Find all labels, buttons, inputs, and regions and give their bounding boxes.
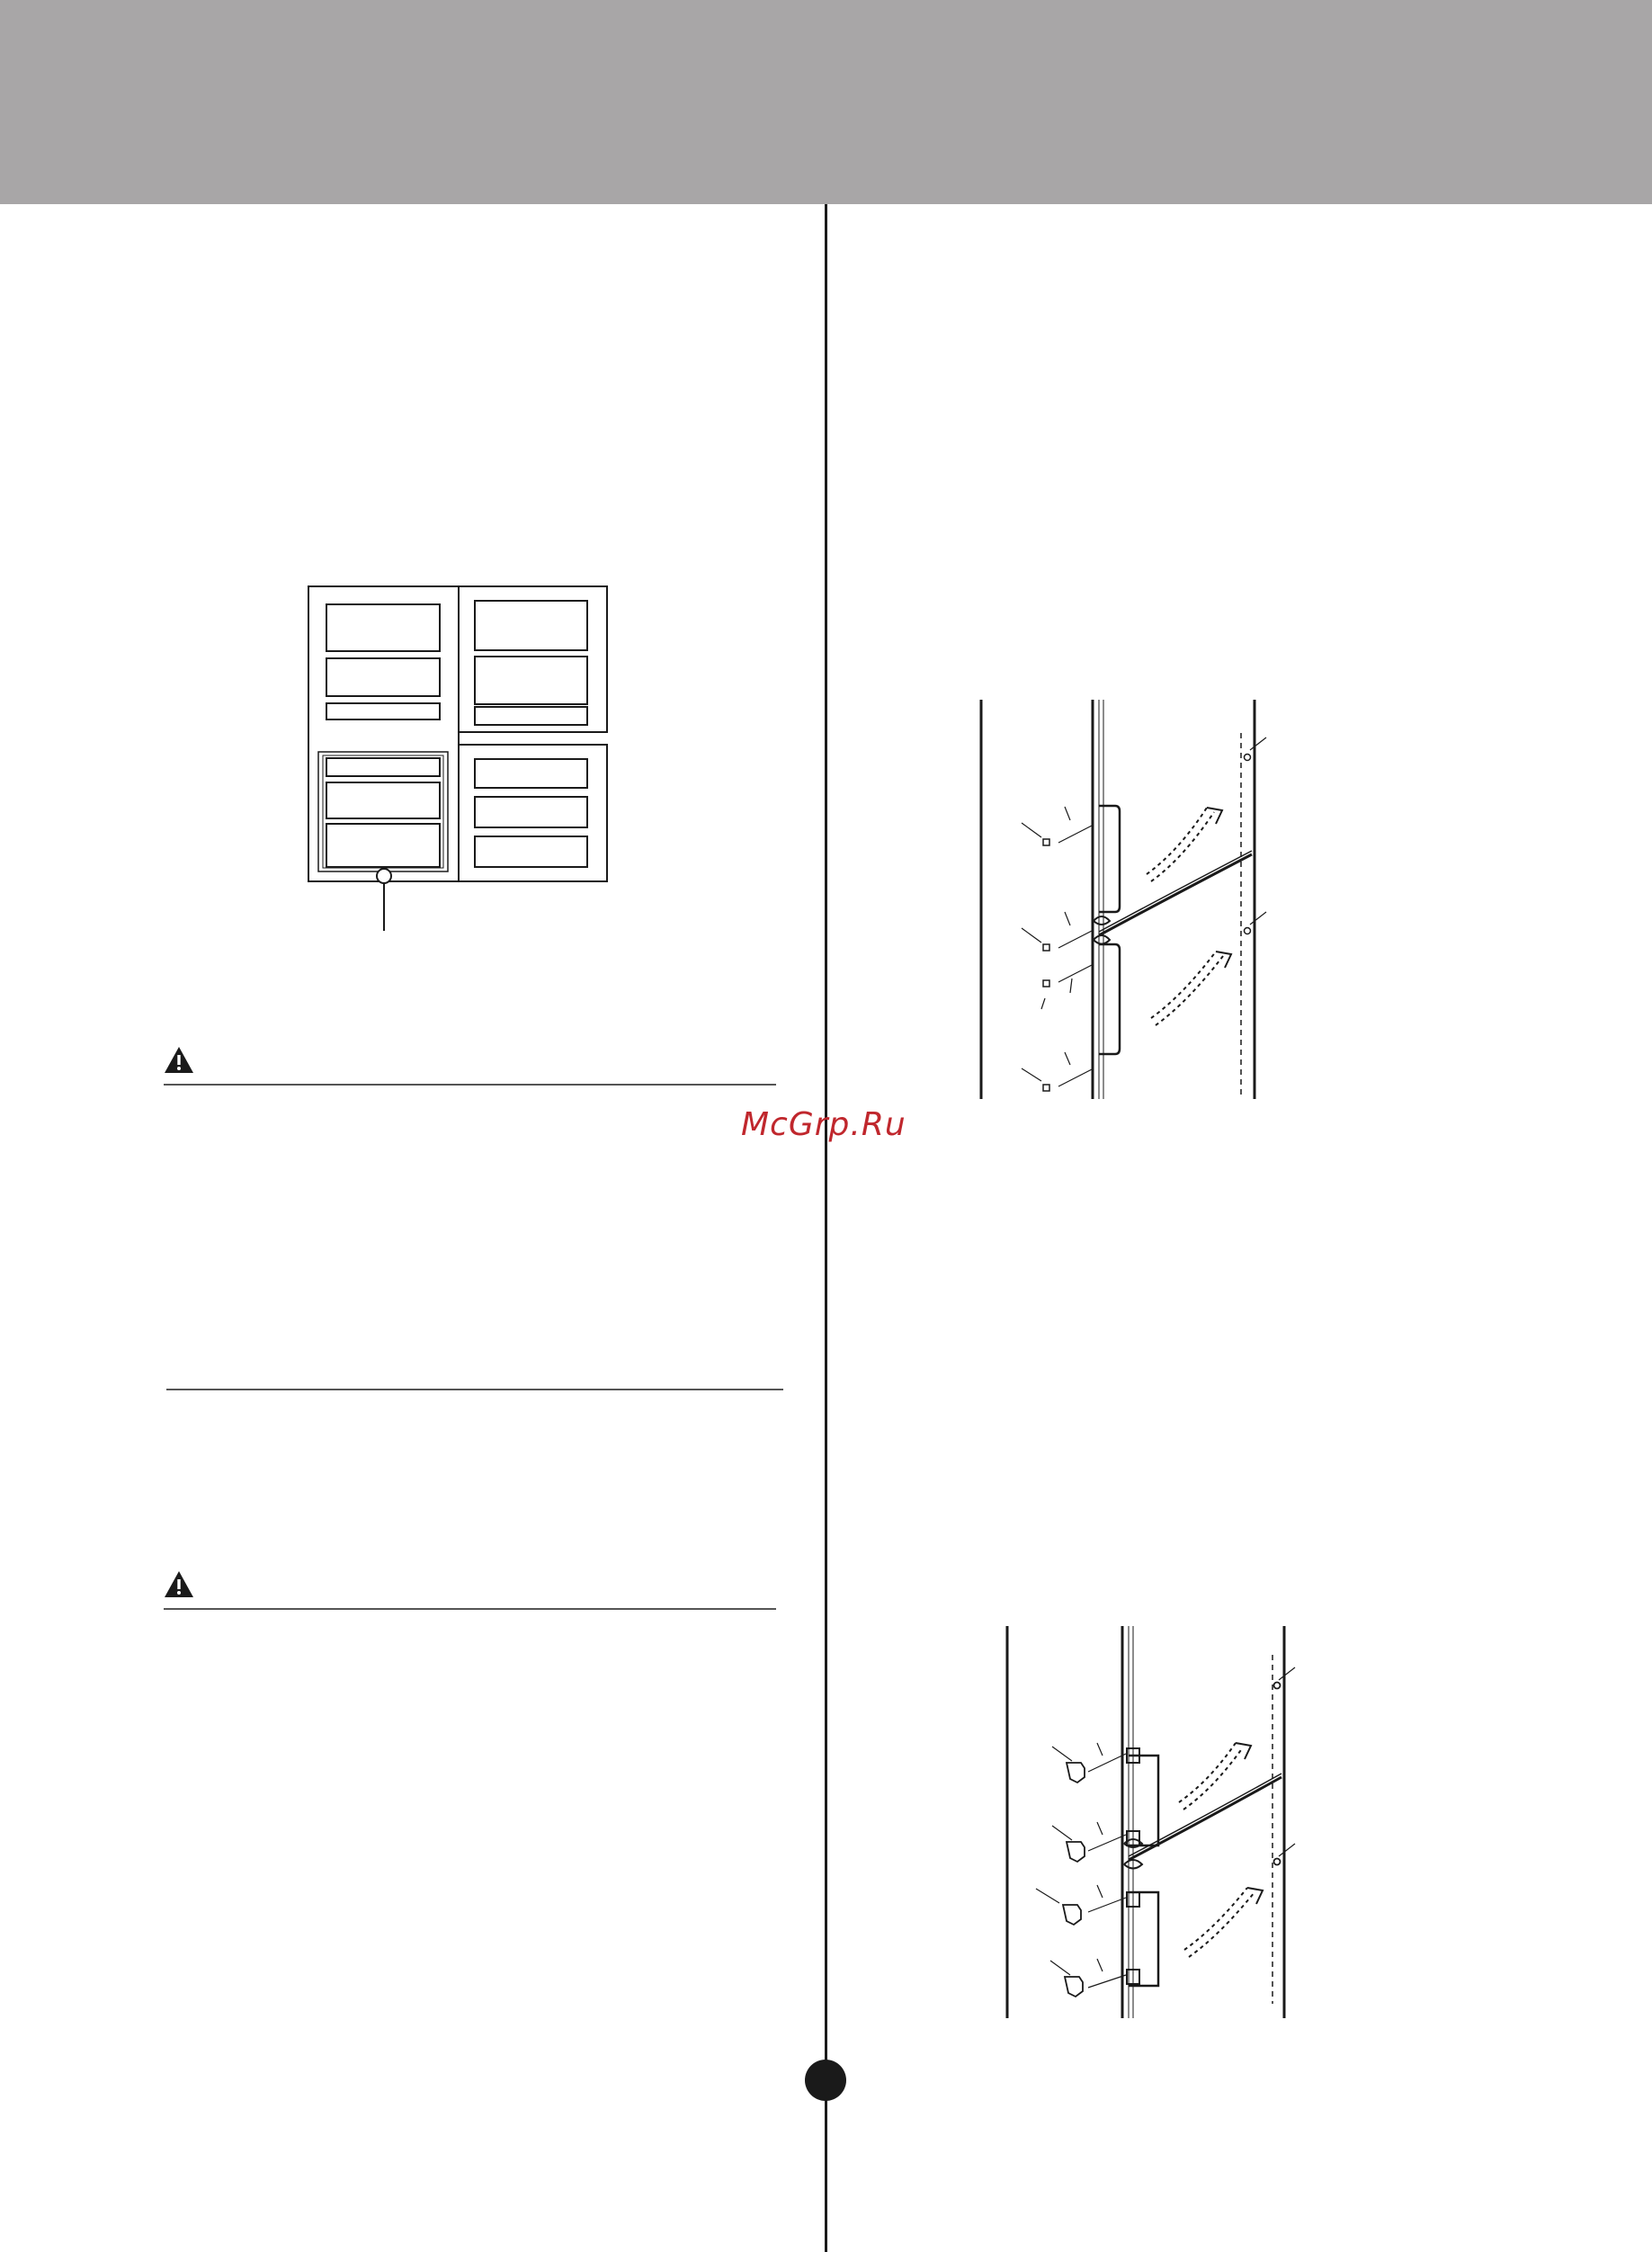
warning-rule — [164, 1084, 776, 1086]
warning-heading-2 — [164, 1570, 776, 1610]
fridge-front-figure — [297, 576, 621, 935]
door-hinge-figure-1 — [971, 693, 1295, 1106]
page-number-marker — [805, 2060, 846, 2101]
watermark: McGrp.Ru — [741, 1106, 906, 1143]
warning-icon — [164, 1046, 194, 1075]
column-divider — [825, 204, 827, 2252]
header-band — [0, 0, 1652, 204]
warning-icon — [164, 1570, 194, 1599]
warning-rule — [164, 1608, 776, 1610]
section-divider — [166, 1389, 783, 1390]
door-hinge-figure-2 — [998, 1619, 1322, 2033]
warning-heading-1 — [164, 1046, 776, 1086]
